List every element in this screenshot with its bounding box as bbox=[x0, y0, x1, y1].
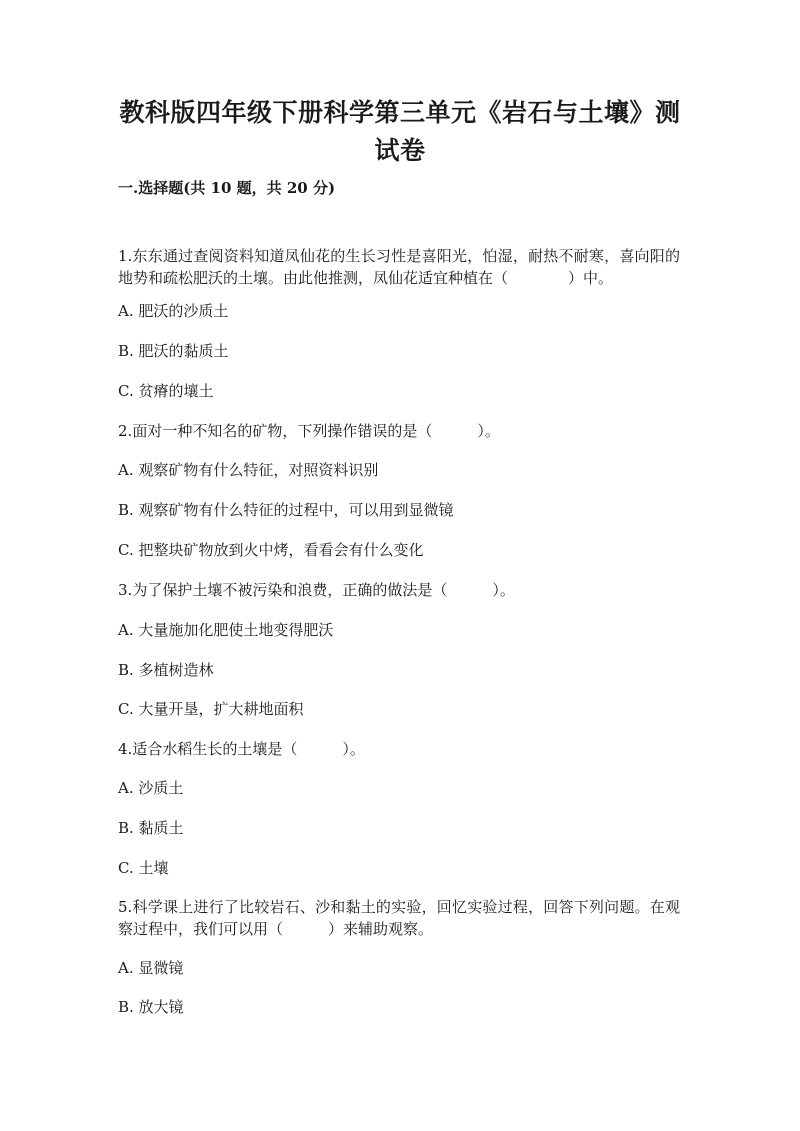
question-1-option-c: C. 贫瘠的壤土 bbox=[118, 382, 214, 400]
question-1-option-a: A. 肥沃的沙质土 bbox=[118, 302, 229, 320]
question-2-option-c: C. 把整块矿物放到火中烤，看看会有什么变化 bbox=[118, 541, 424, 559]
section-heading: 一.选择题(共 10 题，共 20 分) bbox=[118, 179, 336, 197]
question-4 bbox=[118, 738, 698, 760]
question-4-option-c: C. 土壤 bbox=[118, 859, 169, 877]
question-5 bbox=[118, 896, 680, 940]
question-number: 1. bbox=[118, 247, 133, 265]
question-5-option-b: B. 放大镜 bbox=[118, 998, 184, 1016]
document-title: 教科版四年级下册科学第三单元《岩石与土壤》测试卷 bbox=[119, 98, 681, 165]
question-3-option-a: A. 大量施加化肥使土地变得肥沃 bbox=[118, 621, 334, 639]
question-text: 适合水稻生长的土壤是（ ）。 bbox=[132, 740, 365, 758]
question-4-option-b: B. 黏质土 bbox=[118, 819, 184, 837]
question-text: 为了保护土壤不被污染和浪费，正确的做法是（ ）。 bbox=[132, 581, 515, 599]
question-5-option-a: A. 显微镜 bbox=[118, 959, 184, 977]
question-3-option-b: B. 多植树造林 bbox=[118, 661, 214, 679]
question-3 bbox=[118, 579, 698, 601]
question-1-option-b: B. 肥沃的黏质土 bbox=[118, 342, 229, 360]
question-text: 东东通过查阅资料知道凤仙花的生长习性是喜阳光，怕湿，耐热不耐寒，喜向阳的地势和疏松肥沃的土壤。由此他推测，凤仙花适宜种植在（ ）中。 bbox=[118, 247, 680, 287]
question-number: 5. bbox=[118, 898, 133, 916]
question-text: 科学课上进行了比较岩石、沙和黏土的实验，回忆实验过程，回答下列问题。在观察过程中，我们可以用（ ）来辅助观察。 bbox=[118, 898, 680, 938]
question-number: 2. bbox=[118, 422, 133, 440]
question-2-option-a: A. 观察矿物有什么特征，对照资料识别 bbox=[118, 461, 379, 479]
question-3-option-c: C. 大量开垦，扩大耕地面积 bbox=[118, 700, 304, 718]
question-2-option-b: B. 观察矿物有什么特征的过程中，可以用到显微镜 bbox=[118, 501, 454, 519]
question-1 bbox=[118, 245, 680, 289]
question-number: 4. bbox=[118, 740, 133, 758]
question-4-option-a: A. 沙质土 bbox=[118, 779, 184, 797]
question-2 bbox=[118, 420, 698, 442]
question-text: 面对一种不知名的矿物，下列操作错误的是（ ）。 bbox=[132, 422, 500, 440]
question-number: 3. bbox=[118, 581, 133, 599]
